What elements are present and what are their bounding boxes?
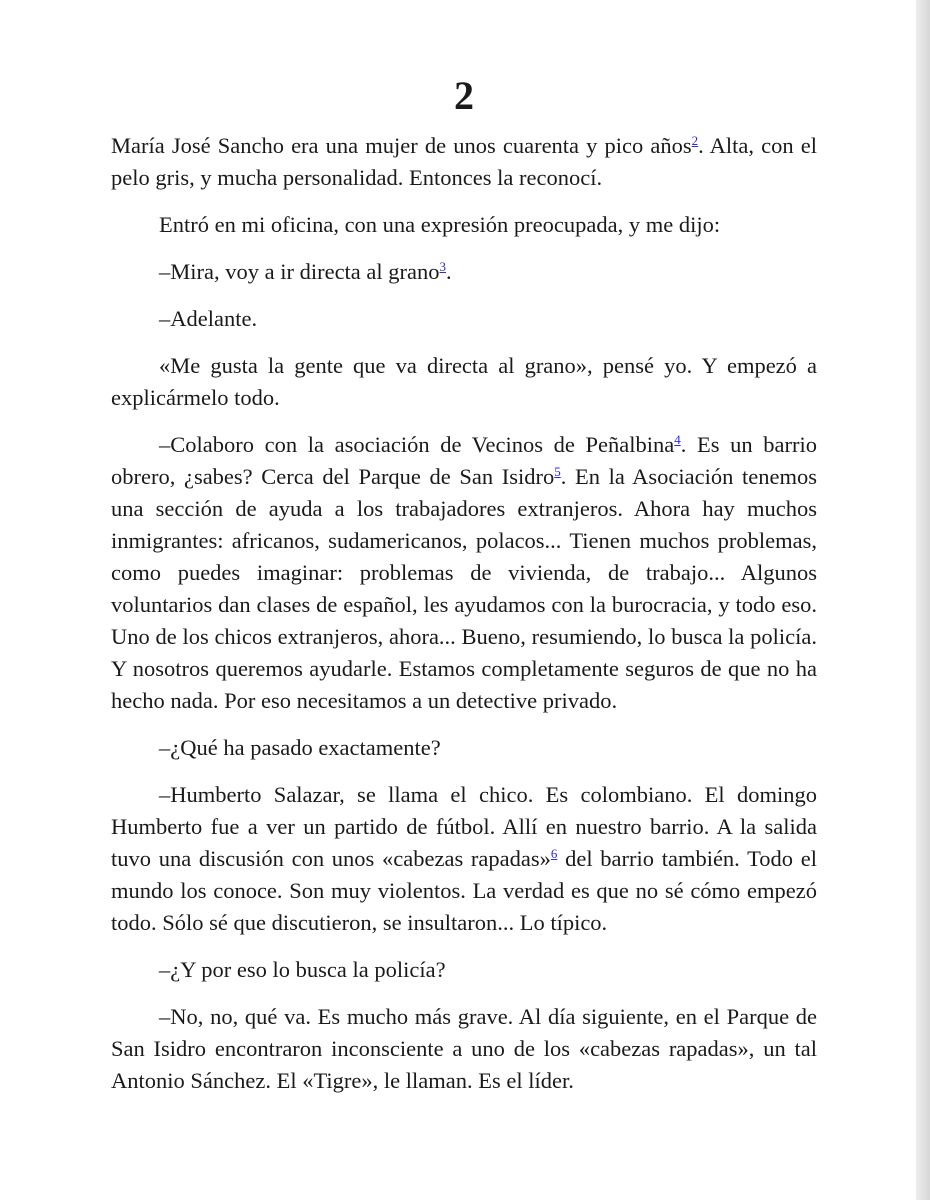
footnote-link[interactable]: 2 — [691, 133, 699, 148]
paragraph — [111, 954, 817, 986]
body-text — [111, 130, 817, 1097]
footnote-link[interactable]: 6 — [550, 846, 558, 861]
paragraph — [111, 1001, 817, 1097]
text-segment: del barrio también. Todo el mundo los conoce. Son muy violentos. La verdad es que no sé cómo empezó todo. Sólo sé que discutieron, se insultaron... Lo típico. — [111, 846, 817, 935]
text-segment: Entró en mi oficina, con una expresión preocupada, y me dijo: — [159, 212, 721, 237]
text-segment: . En la Asociación tenemos una sección de ayuda a los trabajadores extranjeros. Ahora hay muchos inmigrantes: africanos, sudamericanos, polacos... Tienen muchos problemas, como puedes imaginar: problemas de vivienda, de trabajo... Algunos voluntarios dan clases de español, les ayudamos con la burocracia, y todo eso. Uno de los chicos extranjeros, ahora... Bueno, resumiendo, lo busca la policía. Y nosotros queremos ayudarle. Estamos completamente seguros de que no ha hecho nada. Por eso necesitamos a un detective privado. — [111, 464, 817, 713]
paragraph — [111, 732, 817, 764]
text-segment: . Es un barrio obrero, ¿sabes? Cerca del Parque de San Isidro — [111, 432, 817, 489]
paragraph — [111, 779, 817, 939]
chapter-number: 2 — [454, 73, 474, 118]
paragraph — [111, 350, 817, 414]
text-segment: María José Sancho era una mujer de unos cuarenta y pico años — [111, 133, 692, 158]
text-segment: –No, no, qué va. Es mucho más grave. Al día siguiente, en el Parque de San Isidro encontraron inconsciente a uno de los «cabezas rapadas», un tal Antonio Sánchez. El «Tigre», le llaman. Es el líder. — [111, 1004, 817, 1093]
text-segment: –¿Qué ha pasado exactamente? — [159, 735, 441, 760]
paragraph — [111, 303, 817, 335]
footnote-link[interactable]: 3 — [439, 259, 447, 274]
text-segment: –Humberto Salazar, se llama el chico. Es colombiano. El domingo Humberto fue a ver un partido de fútbol. Allí en nuestro barrio. A la salida tuvo una discusión con unos «cabezas rapadas» — [111, 782, 817, 871]
text-segment: –¿Y por eso lo busca la policía? — [159, 957, 446, 982]
book-page — [111, 72, 817, 1112]
text-segment: –Colaboro con la asociación de Vecinos de Peñalbina — [159, 432, 675, 457]
page-edge-shadow — [916, 0, 930, 1200]
text-segment: . — [446, 259, 452, 284]
text-segment: «Me gusta la gente que va directa al grano», pensé yo. Y empezó a explicármelo todo. — [111, 353, 817, 410]
footnote-link[interactable]: 4 — [674, 432, 681, 447]
paragraph — [111, 429, 817, 717]
paragraph — [111, 130, 817, 194]
paragraph — [111, 209, 817, 241]
footnote-link[interactable]: 5 — [554, 464, 561, 479]
text-segment: . Alta, con el pelo gris, y mucha personalidad. Entonces la reconocí. — [111, 133, 817, 190]
text-segment: –Mira, voy a ir directa al grano — [159, 259, 440, 284]
paragraph — [111, 256, 817, 288]
text-segment: –Adelante. — [159, 306, 258, 331]
